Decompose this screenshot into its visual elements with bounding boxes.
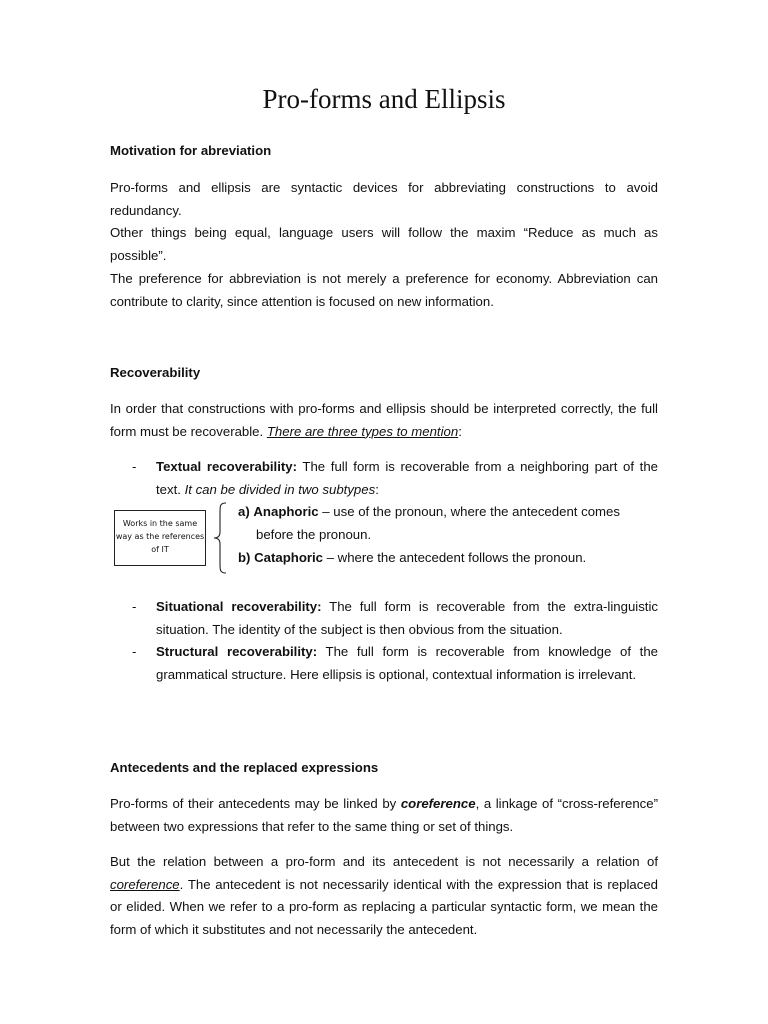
- paragraph-emphasis: coreference: [110, 876, 180, 892]
- section-heading-motivation: Motivation for abreviation: [110, 143, 272, 158]
- paragraph-emphasis: coreference: [400, 796, 476, 811]
- paragraph-motivation-2: Other things being equal, language users will follow the maxim “Reduce as much as possible”.: [110, 225, 658, 263]
- curly-brace-icon: [212, 502, 228, 574]
- subtype-label: Cataphoric: [254, 550, 324, 565]
- paragraph-antecedents-1: [110, 793, 658, 838]
- intro-text: In order that constructions with pro-forms and ellipsis should be interpreted correctly, the full form must be recoverable.: [110, 401, 658, 439]
- subtype-marker: a): [238, 504, 250, 519]
- list-dash: -: [132, 459, 137, 474]
- margin-note-box: Works in the same way as the references of IT: [114, 510, 206, 566]
- paragraph-text: , a linkage of “cross-reference” between two expressions that refer to the same thing or set of things.: [110, 796, 658, 834]
- paragraph-antecedents-2: [110, 851, 658, 941]
- paragraph-motivation-1: Pro-forms and ellipsis are syntactic devices for abbreviating constructions to avoid redundancy.: [110, 180, 658, 218]
- section-heading-antecedents: Antecedents and the replaced expressions: [110, 760, 379, 775]
- subtype-cataphoric: [238, 547, 658, 570]
- page-title: Pro-forms and Ellipsis: [262, 84, 506, 114]
- paragraph-motivation-3: The preference for abbreviation is not merely a preference for economy. Abbreviation can contribute to clarity, since attention is focused on new information.: [110, 271, 658, 309]
- list-item-situational: [110, 596, 658, 641]
- list-dash: -: [132, 644, 137, 659]
- list-item-text: The full form is recoverable from knowledge of the grammatical structure. Here ellipsis is optional, contextual information is irrelevant.: [156, 644, 658, 682]
- paragraph-text: Pro-forms of their antecedents may be linked by: [110, 796, 401, 811]
- list-item-label: Structural recoverability:: [156, 644, 318, 659]
- list-item-structural: [110, 641, 658, 686]
- subtype-text: – where the antecedent follows the pronoun.: [323, 550, 587, 565]
- paragraph-text: . The antecedent is not necessarily identical with the expression that is replaced or elided. When we refer to a pro-form as replacing a particular syntactic form, we mean the form of which it substitutes and not necessarily the antecedent.: [110, 876, 658, 937]
- paragraph-text: But the relation between a pro-form and its antecedent is not necessarily a relation of: [110, 854, 658, 869]
- list-item-label: Situational recoverability:: [156, 599, 322, 614]
- intro-emphasis: There are three types to mention: [266, 423, 459, 439]
- subtype-text-continued: before the pronoun.: [256, 526, 372, 542]
- list-item-label: Textual recoverability:: [156, 459, 297, 474]
- list-item-textual: [110, 456, 658, 501]
- paragraph-recoverability-intro: [110, 398, 658, 443]
- list-item-text: The full form is recoverable from the extra-linguistic situation. The identity of the subject is then obvious from the situation.: [156, 599, 658, 637]
- subtype-label: Anaphoric: [253, 504, 319, 519]
- subtype-anaphoric: [238, 501, 658, 546]
- subtype-text: – use of the pronoun, where the antecedent comes: [318, 504, 620, 519]
- list-item-tail: :: [375, 481, 379, 497]
- subtype-marker: b): [238, 550, 251, 565]
- section-heading-recoverability: Recoverability: [110, 365, 201, 380]
- list-dash: -: [132, 599, 137, 614]
- list-item-text: The full form is recoverable from a neighboring part of the text.: [156, 459, 658, 497]
- intro-tail: :: [458, 423, 462, 439]
- list-item-emphasis: It can be divided in two subtypes: [184, 481, 376, 497]
